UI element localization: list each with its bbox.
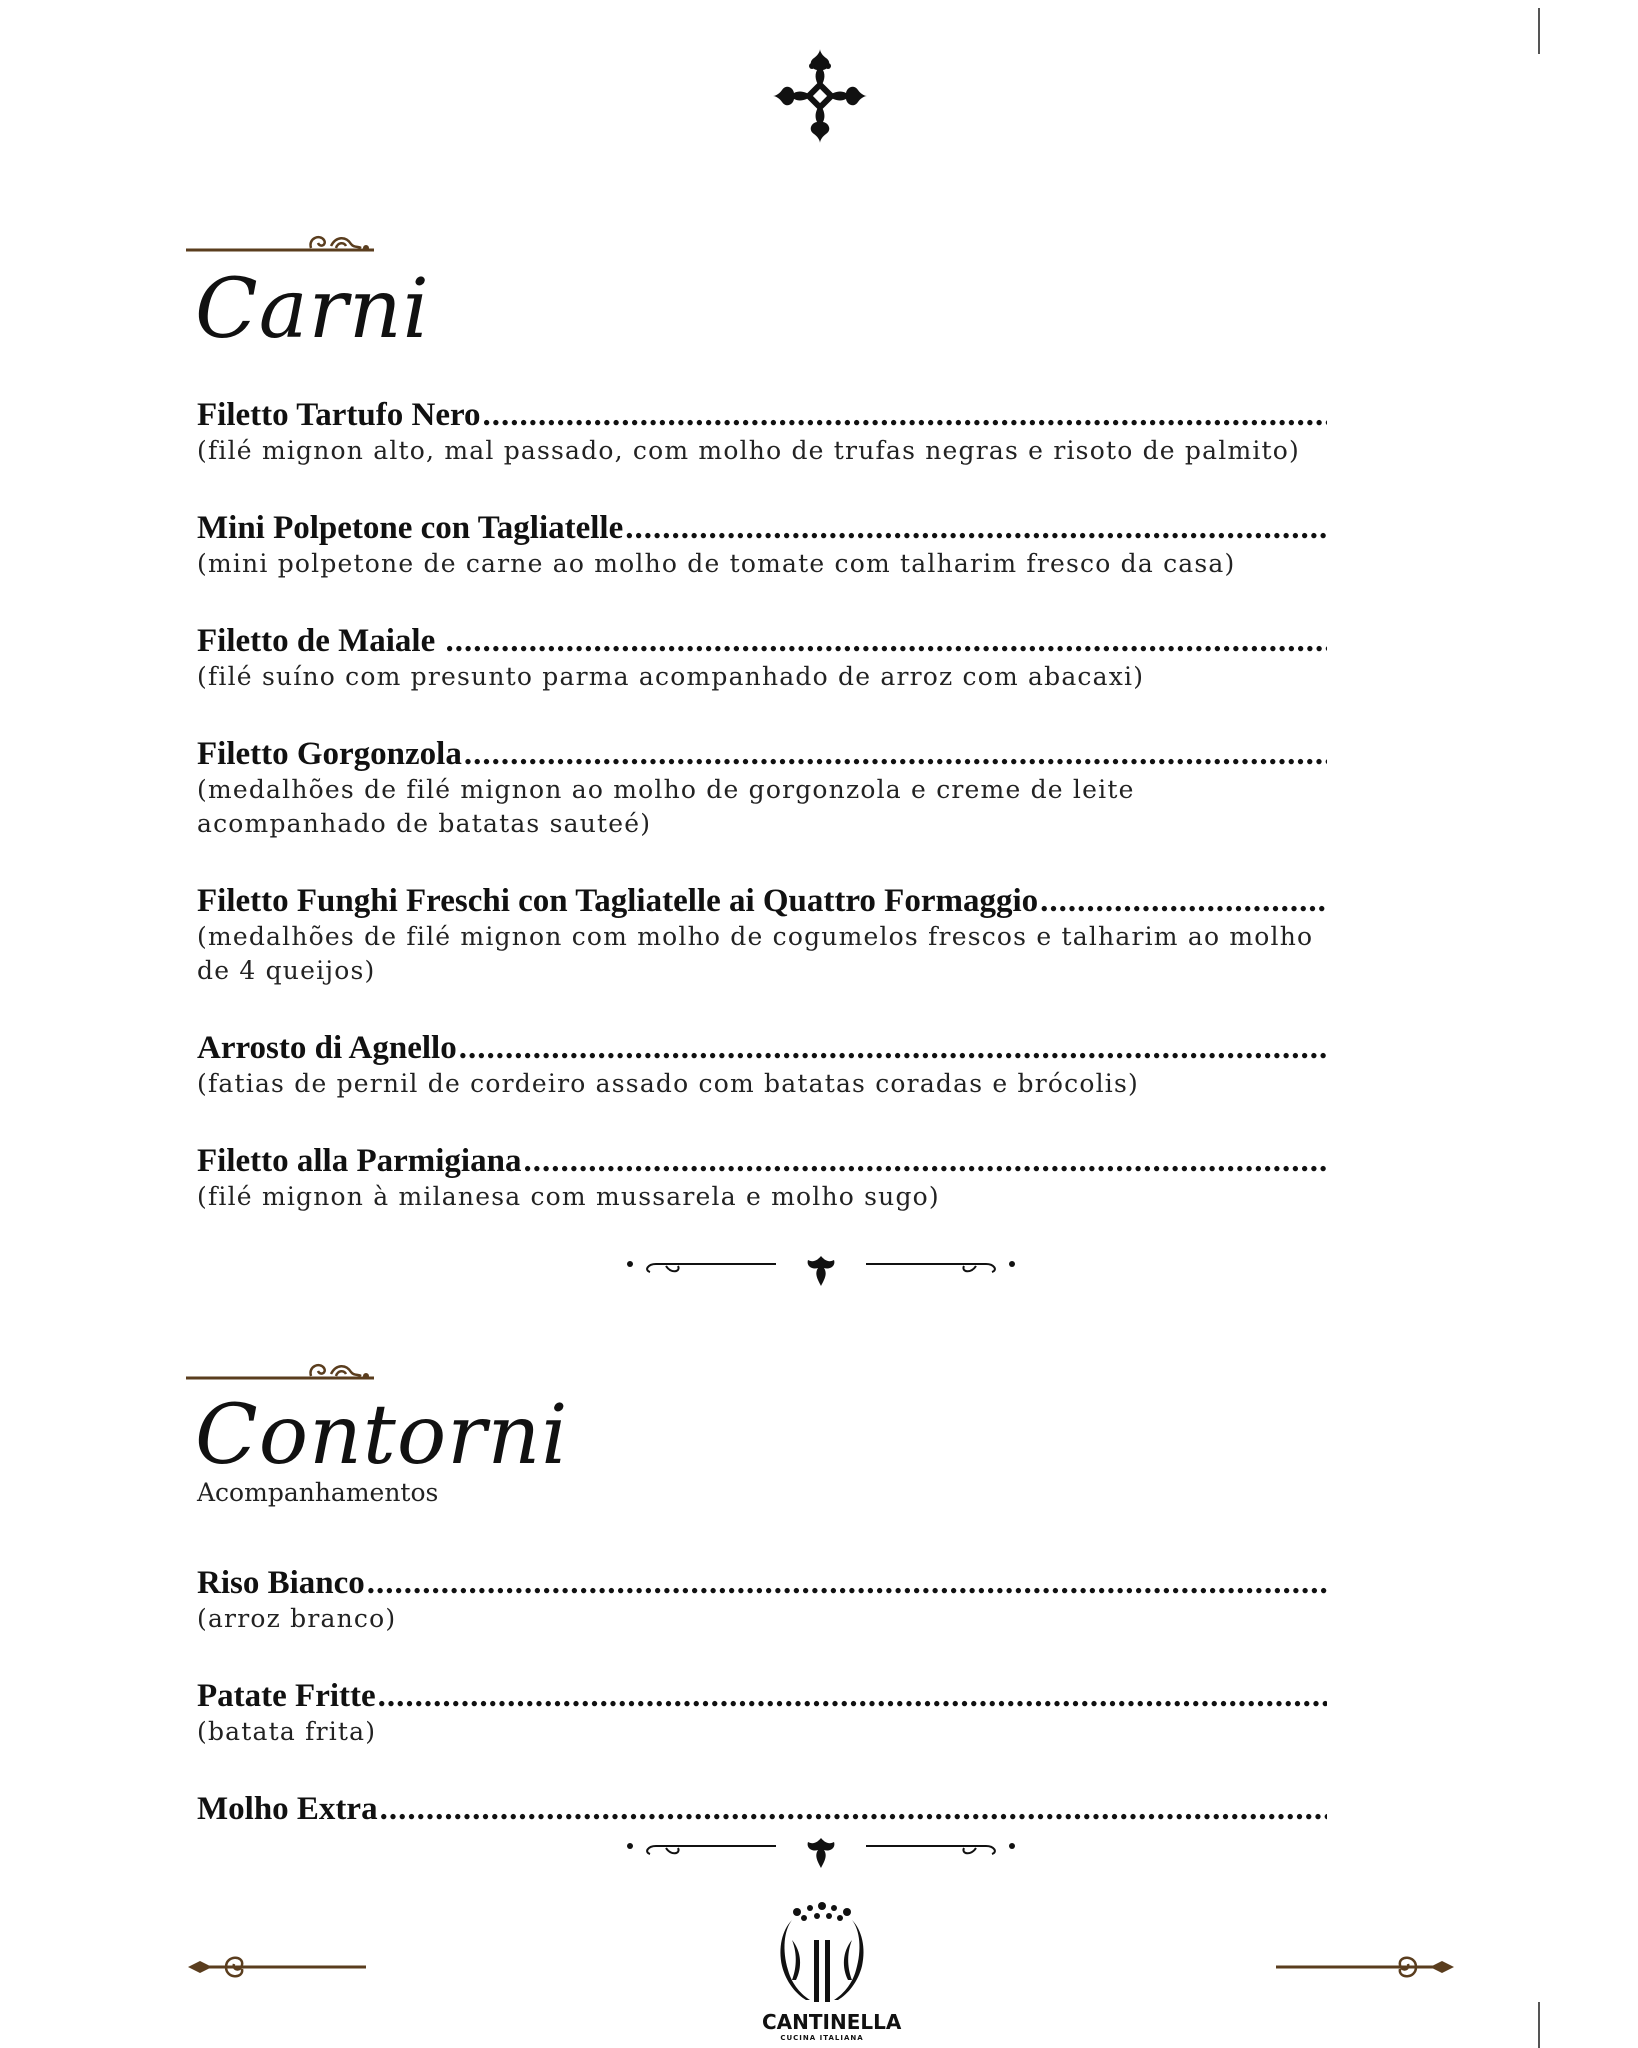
dot-leader [625, 509, 1327, 547]
dot-leader [378, 1677, 1327, 1715]
menu-item [197, 1677, 1327, 1749]
item-name: Filetto Gorgonzola [197, 736, 462, 772]
menu-item [197, 1564, 1327, 1636]
flourish-divider-icon [626, 1832, 1016, 1872]
fleur-cross-icon [772, 48, 868, 144]
item-description: (fatias de pernil de cordeiro assado com batatas coradas e brócolis) [197, 1069, 1139, 1098]
item-description: (medalhões de filé mignon com molho de cogumelos frescos e talharim ao molho de 4 queijos) [197, 922, 1314, 985]
menu-item [197, 1790, 1327, 1828]
menu-item [197, 509, 1327, 581]
item-name: Patate Fritte [197, 1678, 376, 1714]
edge-mark-bottom-right [1538, 2002, 1540, 2048]
logo-name: CANTINELLA [762, 2010, 902, 2034]
menu-item [197, 1029, 1327, 1101]
item-description: (arroz branco) [197, 1604, 397, 1633]
logo-tagline: CUCINA ITALIANA [780, 2034, 864, 2042]
menu-item [197, 882, 1327, 988]
dot-leader [523, 1142, 1327, 1180]
item-name: Filetto Tartufo Nero [197, 397, 481, 433]
item-name: Filetto Funghi Freschi con Tagliatelle ai Quattro Formaggio [197, 883, 1039, 919]
item-name: Riso Bianco [197, 1565, 365, 1601]
dot-leader [380, 1790, 1327, 1828]
item-name: Filetto de Maiale [197, 623, 444, 659]
section-flourish-contorni [186, 1354, 376, 1384]
flourish-divider-icon [626, 1250, 1016, 1290]
item-name: Molho Extra [197, 1791, 378, 1827]
cantinella-logo [762, 1900, 902, 2048]
item-description: (mini polpetone de carne ao molho de tomate com talharim fresco da casa) [197, 549, 1236, 578]
logo-emblem-icon [762, 1900, 882, 2010]
dot-leader [464, 735, 1327, 773]
menu-item [197, 396, 1327, 468]
dot-leader [483, 396, 1327, 434]
edge-mark-top-right [1538, 8, 1540, 54]
dot-leader [446, 622, 1327, 660]
dot-leader [367, 1564, 1327, 1602]
menu-item [197, 622, 1327, 694]
flourish-right-icon [1276, 1950, 1456, 1984]
item-name: Arrosto di Agnello [197, 1030, 457, 1066]
item-name: Filetto alla Parmigiana [197, 1143, 522, 1179]
item-description: (filé suíno com presunto parma acompanhado de arroz com abacaxi) [197, 662, 1145, 691]
section-title-contorni: Contorni [195, 1388, 569, 1483]
dot-leader [459, 1029, 1327, 1067]
item-description: (medalhões de filé mignon ao molho de gorgonzola e creme de leite acompanhado de batatas sauteé) [197, 775, 1135, 838]
section-subtitle: Acompanhamentos [197, 1478, 439, 1507]
section-flourish-carni [186, 226, 376, 256]
item-description: (filé mignon alto, mal passado, com molho de trufas negras e risoto de palmito) [197, 436, 1300, 465]
menu-item [197, 735, 1327, 841]
item-description: (filé mignon à milanesa com mussarela e molho sugo) [197, 1182, 940, 1211]
item-description: (batata frita) [197, 1717, 377, 1746]
dot-leader [1040, 882, 1327, 920]
menu-item [197, 1142, 1327, 1214]
section-title-carni: Carni [195, 262, 430, 357]
item-name: Mini Polpetone con Tagliatelle [197, 510, 624, 546]
flourish-left-icon [186, 1950, 366, 1984]
